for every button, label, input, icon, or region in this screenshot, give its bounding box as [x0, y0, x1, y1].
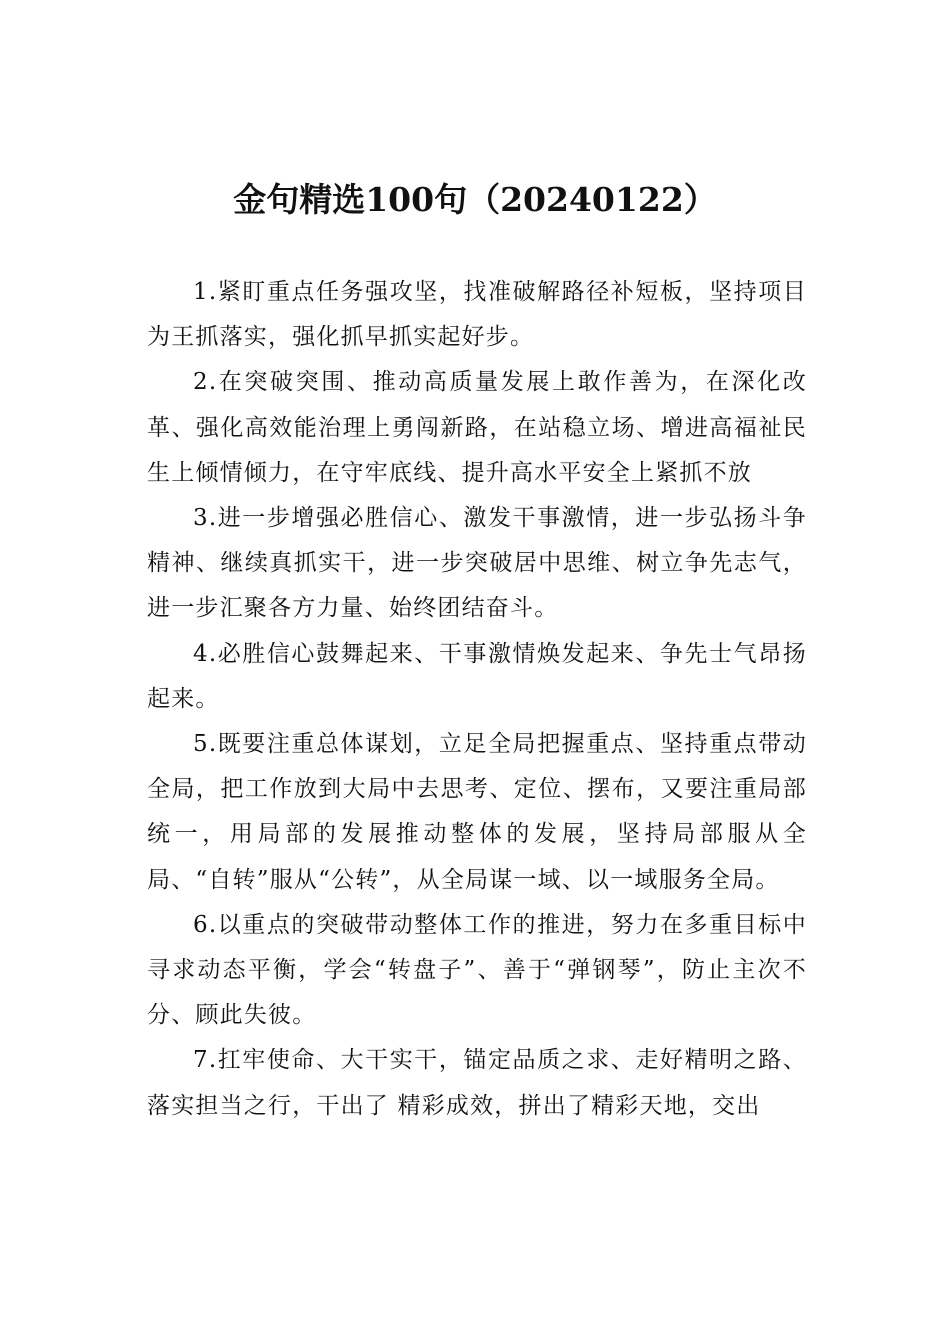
document-body: [147, 270, 807, 1129]
paragraph-3: 3.进一步增强必胜信心、激发干事激情，进一步弘扬斗争精神、继续真抓实干，进一步突破居中思维、树立争先志气，进一步汇聚各方力量、始终团结奋斗。: [147, 505, 807, 622]
paragraph-2: 2.在突破突围、推动高质量发展上敢作善为，在深化改革、强化高效能治理上勇闯新路，在站稳立场、增进高福祉民生上倾情倾力，在守牢底线、提升高水平安全上紧抓不放: [147, 369, 807, 486]
paragraph-5: 5.既要注重总体谋划，立足全局把握重点、坚持重点带动全局，把工作放到大局中去思考、定位、摆布，又要注重局部统一，用局部的发展推动整体的发展，坚持局部服从全局、“自转”服从“公转”，从全局谋一域、以一域服务全局。: [147, 731, 807, 893]
paragraph-6: 6.以重点的突破带动整体工作的推进，努力在多重目标中寻求动态平衡，学会“转盘子”、善于“弹钢琴”，防止主次不分、顾此失彼。: [147, 911, 807, 1029]
document-title: 金句精选100句（20240122）: [233, 180, 717, 219]
paragraph-1: 1.紧盯重点任务强攻坚，找准破解路径补短板，坚持项目为王抓落实，强化抓早抓实起好步。: [147, 279, 807, 351]
paragraph-4: 4.必胜信心鼓舞起来、干事激情焕发起来、争先士气昂扬起来。: [147, 640, 807, 712]
paragraph-7: 7.扛牢使命、大干实干，锚定品质之求、走好精明之路、落实担当之行，干出了 精彩成效，拼出了精彩天地，交出: [147, 1047, 807, 1119]
